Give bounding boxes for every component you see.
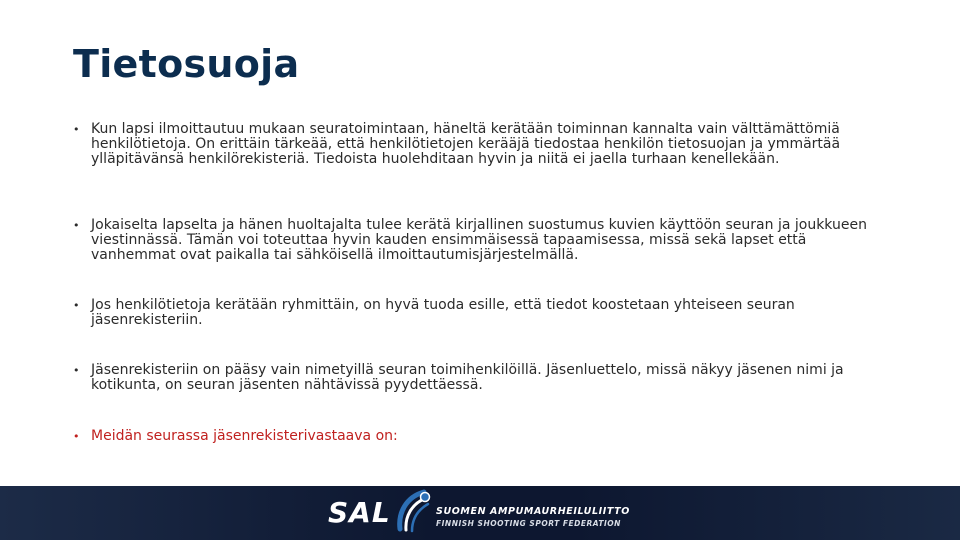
target-arc-emblem-icon [394, 489, 434, 535]
slide-title: Tietosuoja [73, 42, 300, 86]
federation-logo [328, 488, 638, 538]
logo-abbreviation: SAL [328, 496, 391, 529]
bullet-dot: • [73, 430, 80, 443]
bullet-item [73, 363, 883, 393]
bullet-item [73, 122, 883, 167]
logo-federation-subtitle: FINNISH SHOOTING SPORT FEDERATION [436, 519, 621, 528]
bullet-text: Jäsenrekisteriin on pääsy vain nimetyillä seuran toimihenkilöillä. Jäsenluettelo, missä näkyy jäsenen nimi ja kotikunta, on seuran jäsenten nähtävissä pyydettäessä. [91, 362, 844, 393]
logo-federation-name: SUOMEN AMPUMAURHEILULIITTO [436, 506, 630, 517]
bullet-item [73, 218, 883, 263]
bullet-item-highlight [73, 429, 883, 444]
bullet-dot: • [73, 123, 80, 136]
bullet-dot: • [73, 219, 80, 232]
bullet-item [73, 298, 883, 328]
bullet-dot: • [73, 299, 80, 312]
bullet-text: Meidän seurassa jäsenrekisterivastaava on: [91, 428, 398, 444]
bullet-dot: • [73, 364, 80, 377]
bullet-text: Jokaiselta lapselta ja hänen huoltajalta tulee kerätä kirjallinen suostumus kuvien käyttöön seuran ja joukkueen viestinnässä. Tämän voi toteuttaa hyvin kauden ensimmäisessä tapaamisessa, missä sekä lapset että vanhemmat ovat paikalla tai sähköisellä ilmoittautumisjärjestelmällä. [91, 217, 867, 263]
bullet-text: Kun lapsi ilmoittautuu mukaan seuratoimintaan, häneltä kerätään toiminnan kannalta vain välttämättömiä henkilötietoja. On erittäin tärkeää, että henkilötietojen kerääjä tiedostaa henkilön tietosuojan ja ymmärtää ylläpitävänsä henkilörekisteriä. Tiedoista huolehditaan hyvin ja niitä ei jaella turhaan kenellekään. [91, 121, 841, 167]
bullet-text: Jos henkilötietoja kerätään ryhmittäin, on hyvä tuoda esille, että tiedot koostetaan yhteiseen seuran jäsenrekisteriin. [91, 297, 795, 328]
